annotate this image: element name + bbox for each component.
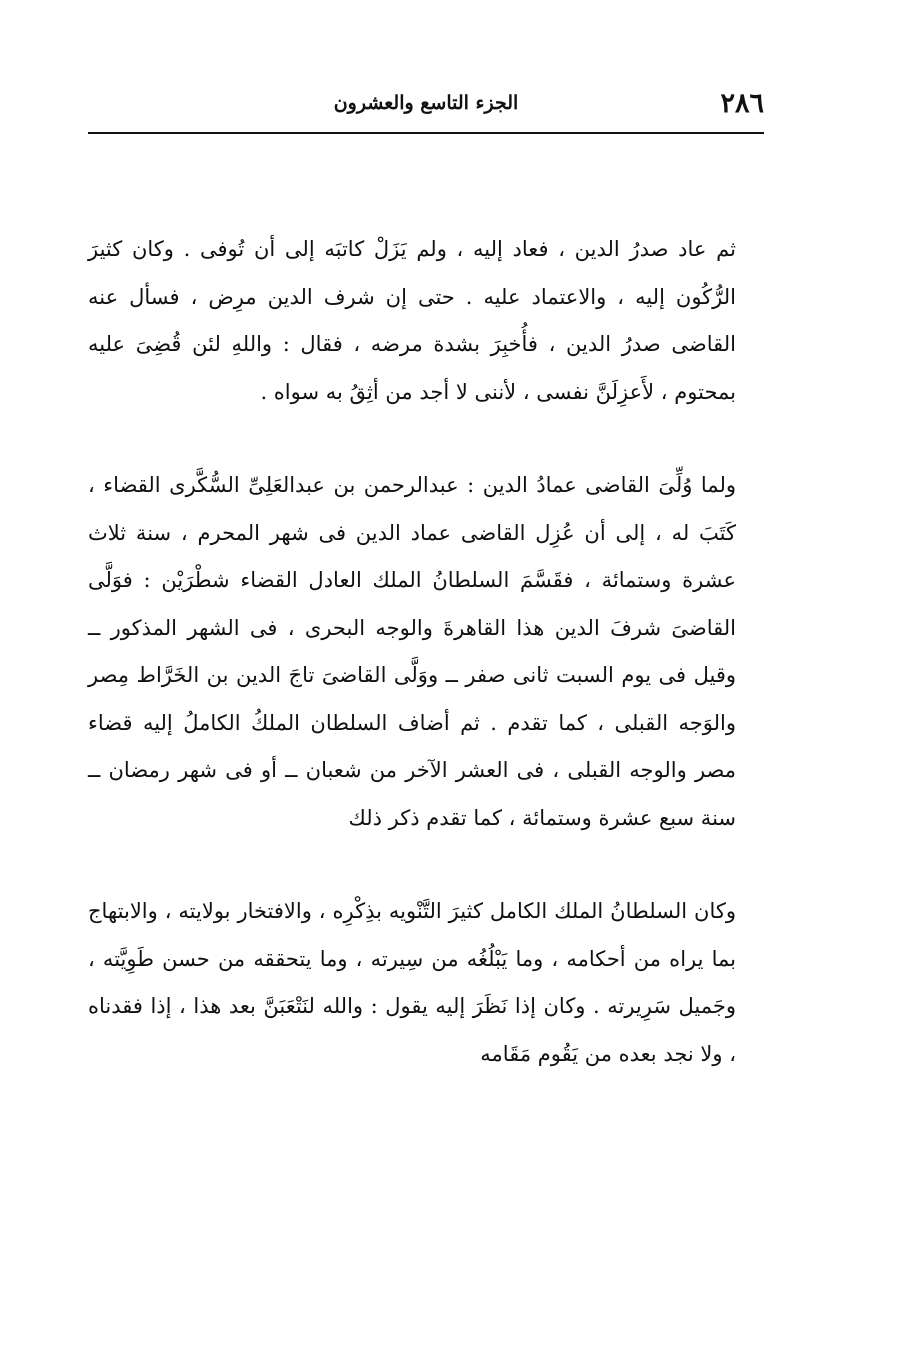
page-header <box>88 84 764 124</box>
paragraph-3: وكان السلطانُ الملك الكامل كثيرَ التَّنْويه بذِكْرِه ، والافتخار بولايته ، والابتهاج بما يراه من أحكامه ، وما يَبْلُغُه من سِيرته ، وما يتحققه من حسن طَوِيَّته ، وجَميل سَرِيرته . وكان إذا نَظَرَ إليه يقول : والله لنَتْعَبَنَّ بعد هذا ، إذا فقدناه ، ولا نجد بعده من يَقُوم مَقَامه <box>88 899 736 1066</box>
running-title: الجزء التاسع والعشرون <box>333 92 519 114</box>
body-text <box>88 226 736 1078</box>
paragraph-2: ولما وُلِّىَ القاضى عمادُ الدين : عبدالرحمن بن عبدالعَلِىِّ السُّكَّرى القضاء ، كَتَبَ له ، إلى أن عُزِل القاضى عماد الدين فى شهر المحرم ، سنة ثلاث عشرة وستمائة ، فقَسَّمَ السلطانُ الملك العادل القضاء شطْرَيْن : فوَلَّى القاضىَ شرفَ الدين هذا القاهرةَ والوجه البحرى ، فى الشهر المذكور ــ وقيل فى يوم السبت ثانى صفر ــ ووَلَّى القاضىَ تاجَ الدين بن الخَرَّاط مِصر والوَجه القبلى ، كما تقدم . ثم أضاف السلطان الملكُ الكاملُ إليه قضاء مصر والوجه القبلى ، فى العشر الآخر من شعبان ــ أو فى شهر رمضان ــ سنة سبع عشرة وستمائة ، كما تقدم ذكر ذلك <box>88 473 736 830</box>
paragraph-1: ثم عاد صدرُ الدين ، فعاد إليه ، ولم يَزَلْ كاتبَه إلى أن تُوفى . وكان كثيرَ الرُّكُون إليه ، والاعتماد عليه . حتى إن شرف الدين مرِض ، فسأل عنه القاضى صدرُ الدين ، فأُخبِرَ بشدة مرضه ، فقال : واللهِ لئن قُضِىَ عليه بمحتوم ، لأَعزِلَنَّ نفسى ، لأننى لا أجد من أثِقُ به سواه . <box>88 237 736 404</box>
page-number: ٢٨٦ <box>720 88 764 119</box>
header-rule <box>88 132 764 134</box>
